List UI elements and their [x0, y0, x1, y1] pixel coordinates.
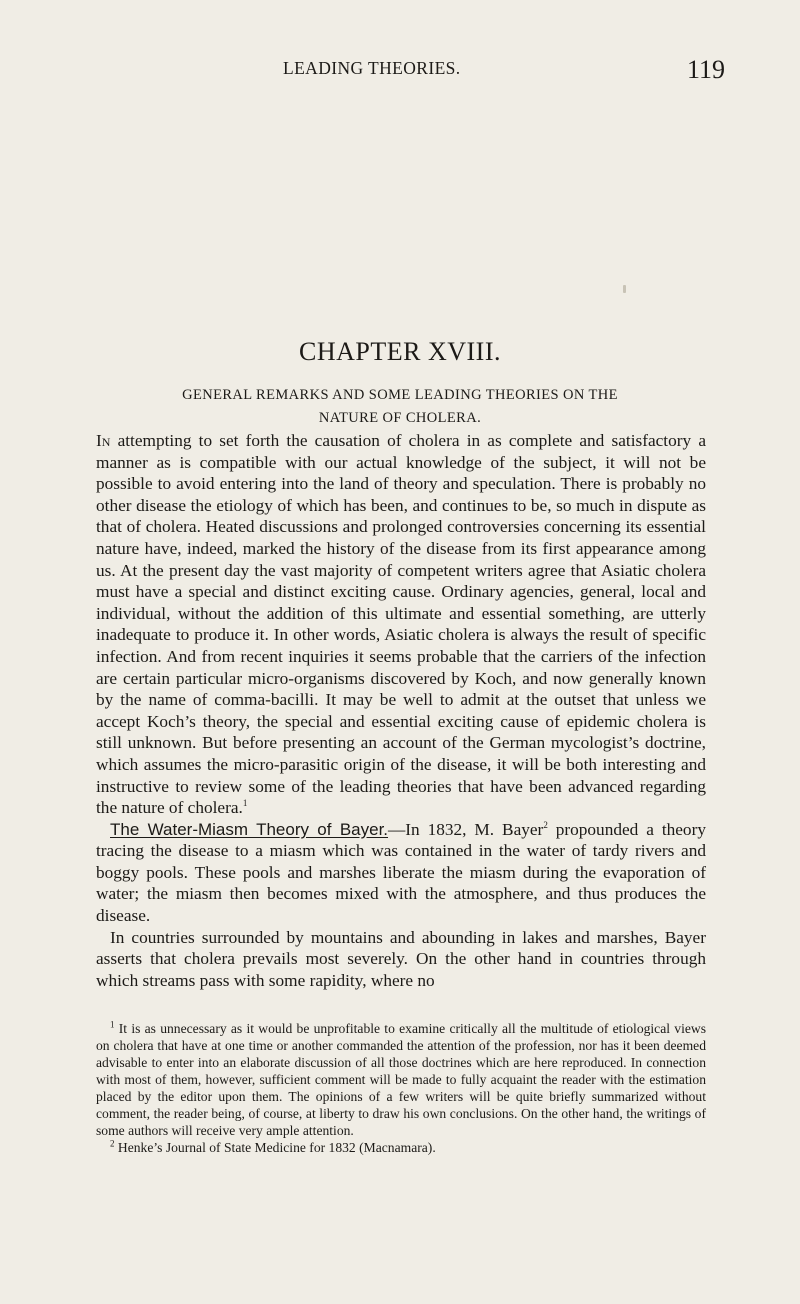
- footnotes: [96, 1020, 706, 1156]
- footnote-1: [96, 1020, 706, 1139]
- paragraph-bayer-theory: [96, 819, 706, 927]
- footnote-1-marker: 1: [110, 1019, 115, 1030]
- running-head: [0, 55, 800, 88]
- chapter-subtitle-line-2: NATURE OF CHOLERA.: [318, 410, 482, 426]
- paragraph-introduction: [96, 430, 706, 819]
- footnote-2: [96, 1139, 706, 1156]
- paragraph-introduction-text: attempting to set forth the causation of cholera in as complete and satisfactory a manner as is compatible with our actual knowledge of the subject, it will not be possible to avoid entering into the land of theory and speculation. There is probably no other disease the etiology of which has been, and continues to be, so much in dispute as that of cholera. Heated discussions and prolonged controversies concerning its essential nature have, indeed, marked the history of the disease from its first appearance among us. At the present day the vast majority of competent writers agree that Asiatic cholera must have a special and distinct exciting cause. Ordinary agencies, general, local and individual, without the addition of this ultimate and essential something, are utterly inadequate to produce it. In other words, Asiatic cholera is always the result of specific infection. And from recent inquiries it seems probable that the carriers of the infection are certain particular micro-organisms discovered by Koch, and now generally known by the name of comma-bacilli. It may be well to admit at the outset that unless we accept Koch’s theory, the special and essential exciting cause of epidemic cholera is still unknown. But before presenting an account of the German mycologist’s doctrine, which assumes the micro-parasitic origin of the disease, it will be both interesting and instructive to review some of the leading theories that have been advanced regarding the nature of cholera.: [96, 431, 706, 818]
- chapter-subtitle: [100, 384, 700, 430]
- print-speck: [623, 285, 626, 293]
- chapter-subtitle-line-1: GENERAL REMARKS AND SOME LEADING THEORIES ON THE: [182, 387, 618, 403]
- footnote-2-text: Henke’s Journal of State Medicine for 1832 (Macnamara).: [114, 1140, 436, 1155]
- body-text: [96, 430, 706, 991]
- chapter-title: CHAPTER XVIII.: [299, 337, 501, 366]
- paragraph-bayer-text-start: —In 1832, M. Bayer: [388, 819, 544, 839]
- footnote-2-marker: 2: [110, 1138, 115, 1149]
- paragraph-bayer-text-end: propounded a theory tracing the disease to a miasm which was contained in the water of tardy rivers and boggy pools. These pools and marshes liberate the miasm during the evaporation of water; the miasm then becomes mixed with the atmosphere, and thus produces the disease.: [96, 819, 706, 926]
- lead-word: In: [96, 431, 111, 450]
- paragraph-mountain-countries: In countries surrounded by mountains and abounding in lakes and marshes, Bayer asserts that cholera prevails most severely. On the other hand in countries through which streams pass with some rapidity, where no: [96, 927, 706, 990]
- footnote-ref-1: 1: [242, 798, 248, 809]
- footnote-ref-2: 2: [543, 819, 548, 830]
- page-number: 119: [687, 55, 726, 84]
- footnote-1-text: It is as unnecessary as it would be unprofitable to examine critically all the multitude of etiological views on cholera that have at one time or another commanded the attention of the profession, nor has it been deemed advisable to enter into an elaborate discussion of all those doctrines which are here reproduced. In connection with most of them, however, sufficient comment will be made to fully acquaint the reader with the estimation placed by the editor upon them. The opinions of a few writers will be quite briefly summarized without comment, the reader being, of course, at liberty to draw his own conclusions. On the other hand, the writings of some authors will receive very ample attention.: [96, 1021, 706, 1138]
- running-title: LEADING THEORIES.: [283, 58, 461, 78]
- section-heading: The Water-Miasm Theory of Bayer.: [110, 819, 389, 839]
